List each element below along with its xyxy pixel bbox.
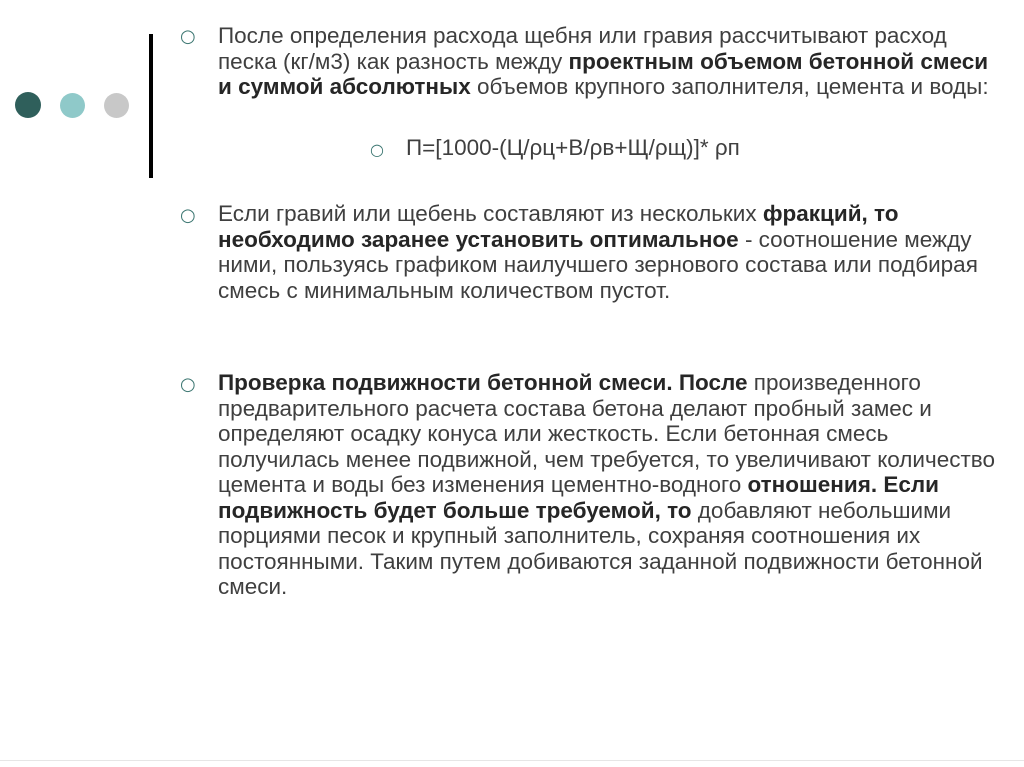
- para-text: - соотношение между ними, пользуясь графиком наилучшего зернового состава или подбирая смесь с минимальным количеством пустот.: [218, 226, 978, 303]
- para-text: Если гравий или щебень составляют из нескольких: [218, 201, 763, 226]
- bullet-icon: ○: [180, 374, 196, 395]
- paragraph-sand: [218, 23, 998, 100]
- sub-bullet-icon: ○: [370, 140, 384, 159]
- para-text: После определения расхода щебня или гравия рассчитывают расход песка (кг/м3) как разность между: [218, 23, 947, 74]
- decor-dot-teal: [60, 93, 85, 118]
- footer-divider: [0, 760, 1024, 761]
- bullet-icon: ○: [180, 205, 196, 226]
- para-bold-text: фракций, то необходимо заранее установить оптимальное: [218, 201, 899, 252]
- para-text: произведенного предварительного расчета состава бетона делают пробный замес и определяют осадку конуса или жесткость. Если бетонная смесь получилась менее подвижной, чем требуется, то увеличивают количество цемента и воды без изменения цементно-водного: [218, 370, 996, 497]
- para-bold-text: отношения. Если подвижность будет больше требуемой, то: [218, 472, 939, 523]
- bullet-icon: ○: [180, 26, 196, 47]
- paragraph-workability: [218, 370, 998, 600]
- para-text: объемов крупного заполнителя, цемента и воды:: [470, 74, 989, 99]
- para-bold-text: проектным объемом бетонной смеси и суммой абсолютных: [218, 48, 989, 99]
- paragraph-fractions: [218, 201, 998, 303]
- para-bold-text: Проверка подвижности бетонной смеси. После: [218, 370, 748, 395]
- para-text: добавляют небольшими порциями песок и крупный заполнитель, сохраняя соотношения их постоянными. Таким путем добиваются заданной подвижности бетонной смеси.: [218, 497, 983, 599]
- decor-dot-dark: [15, 92, 41, 118]
- formula: П=[1000-(Ц/ρц+В/ρв+Щ/ρщ)]* ρп: [406, 135, 740, 160]
- decor-vertical-line: [149, 34, 153, 178]
- decor-dot-gray: [104, 93, 129, 118]
